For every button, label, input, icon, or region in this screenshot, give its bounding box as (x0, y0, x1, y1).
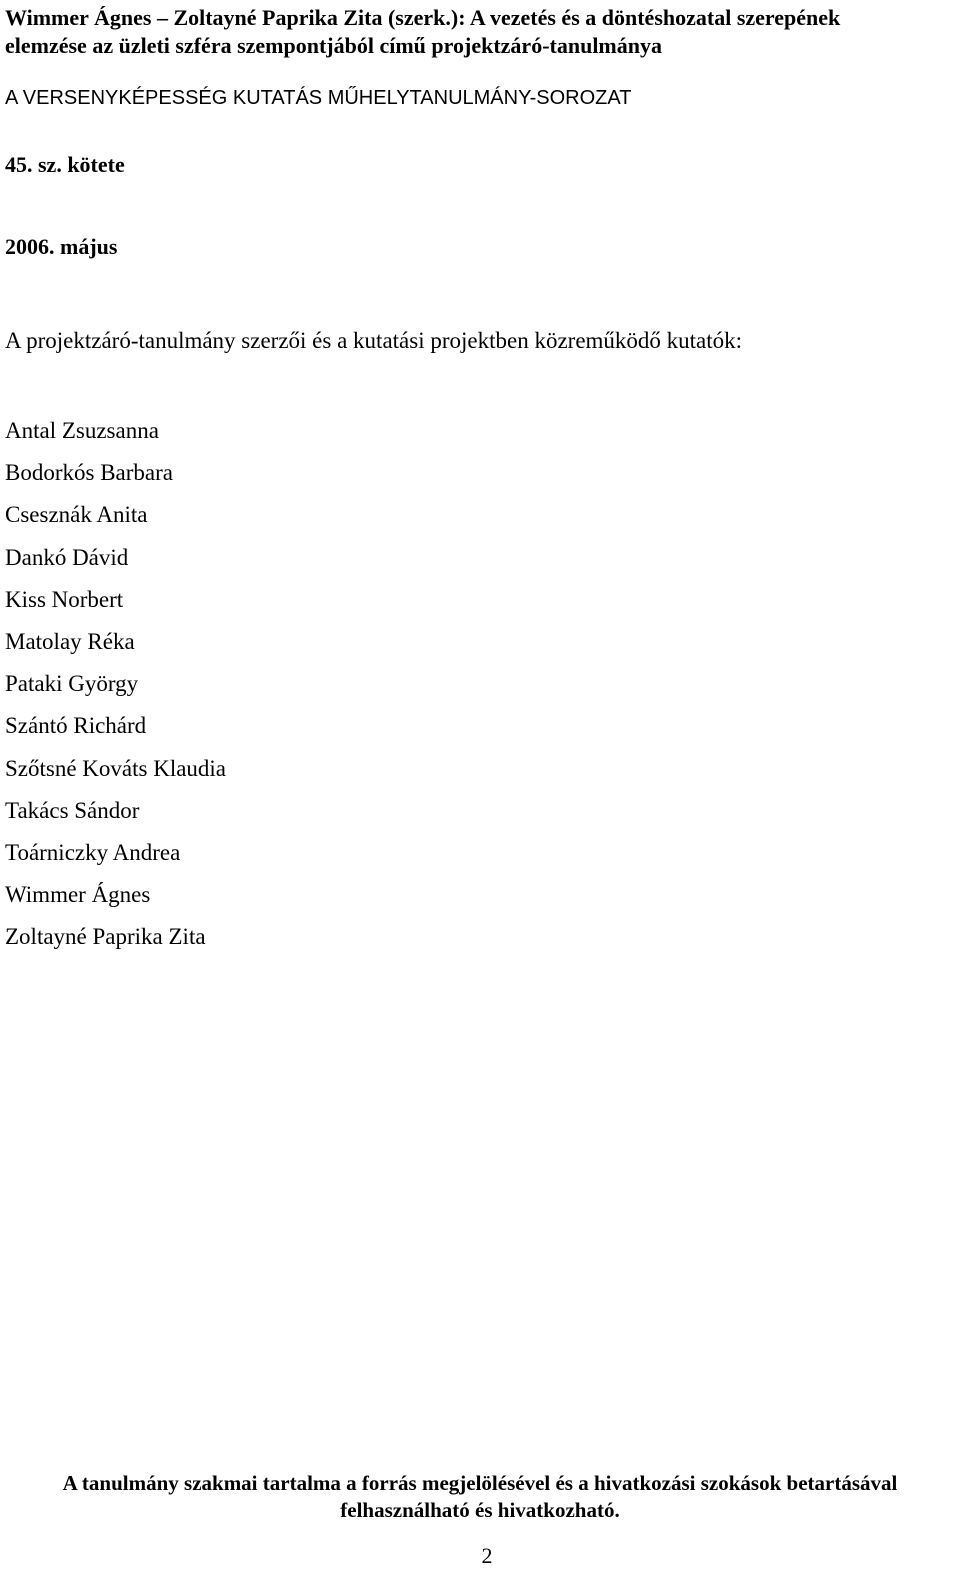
series-name: A VERSENYKÉPESSÉG KUTATÁS MŰHELYTANULMÁNY-SOROZAT (5, 87, 632, 109)
author-item: Csesznák Anita (5, 502, 148, 528)
author-item: Zoltayné Paprika Zita (5, 924, 206, 950)
author-item: Bodorkós Barbara (5, 460, 173, 486)
author-item: Takács Sándor (5, 797, 140, 823)
author-item: Antal Zsuzsanna (5, 418, 159, 443)
usage-notice (0, 1470, 960, 1524)
publication-date: 2006. május (5, 234, 118, 259)
author-item: Matolay Réka (5, 628, 135, 654)
author-item: Pataki György (5, 671, 139, 697)
page-number: 2 (481, 1543, 493, 1568)
author-item: Szántó Richárd (5, 713, 147, 739)
author-item: Dankó Dávid (5, 544, 129, 570)
document-title (5, 4, 955, 60)
title-line-2: elemzése az üzleti szféra szempontjából című projektzáró-tanulmánya (5, 33, 662, 58)
author-item: Wimmer Ágnes (5, 882, 151, 908)
notice-line-1: A tanulmány szakmai tartalma a forrás megjelölésével és a hivatkozási szokások betartásával (62, 1471, 898, 1495)
notice-line-2: felhasználható és hivatkozható. (340, 1498, 620, 1522)
title-line-1: Wimmer Ágnes – Zoltayné Paprika Zita (szerk.): A vezetés és a döntéshozatal szerepének (5, 5, 841, 30)
volume-number: 45. sz. kötete (5, 152, 125, 177)
author-item: Kiss Norbert (5, 586, 124, 612)
authors-list (5, 410, 226, 958)
author-item: Toárniczky Andrea (5, 839, 181, 865)
author-item: Szőtsné Kováts Klaudia (5, 755, 227, 781)
authors-intro: A projektzáró-tanulmány szerzői és a kutatási projektben közreműködő kutatók: (5, 328, 743, 353)
